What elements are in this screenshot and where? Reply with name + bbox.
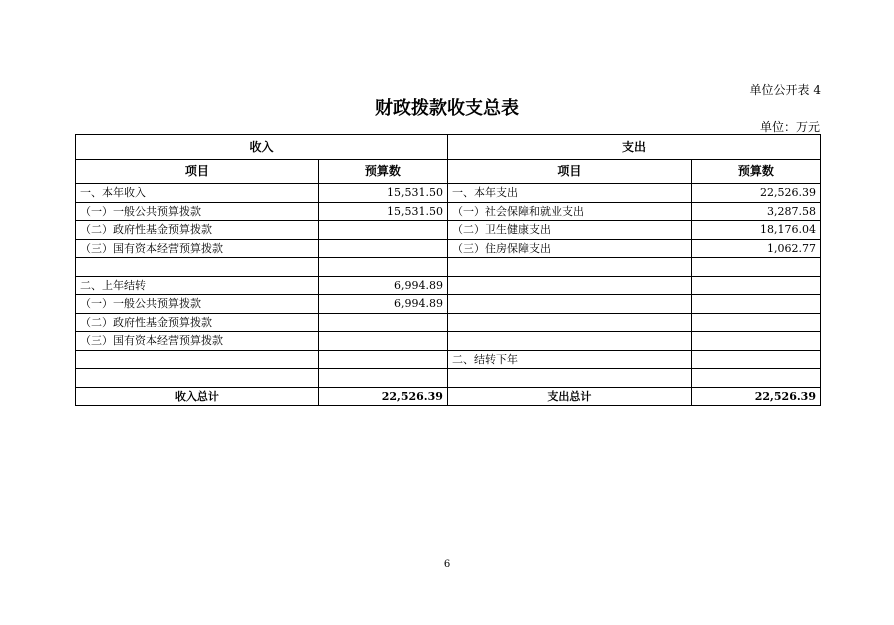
table-row <box>76 239 821 258</box>
expense-item-cell <box>447 258 691 277</box>
income-section-heading: 收入 <box>76 135 448 160</box>
table-row <box>76 369 821 388</box>
expense-item-cell <box>447 313 691 332</box>
expense-item-cell: 一、本年支出 <box>447 184 691 203</box>
page-number: 6 <box>443 559 451 570</box>
expense-item-cell <box>447 276 691 295</box>
expense-total-label: 支出总计 <box>447 387 691 405</box>
income-amount-cell <box>318 221 447 240</box>
expense-item-cell <box>447 369 691 388</box>
expense-item-column-header: 项目 <box>447 160 691 184</box>
income-item-cell <box>76 258 319 277</box>
table-row <box>76 221 821 240</box>
income-item-cell <box>76 369 319 388</box>
table-row <box>76 258 821 277</box>
table-number-label: 单位公开表 4 <box>749 83 821 97</box>
expense-amount-cell <box>691 332 820 351</box>
expense-amount-cell <box>691 258 820 277</box>
table-row <box>76 276 821 295</box>
expense-item-cell <box>447 295 691 314</box>
expense-amount-cell <box>691 295 820 314</box>
income-item-cell: 一、本年收入 <box>76 184 319 203</box>
income-amount-cell: 6,994.89 <box>318 276 447 295</box>
income-amount-cell: 6,994.89 <box>318 295 447 314</box>
table-row <box>76 202 821 221</box>
income-item-cell: （二）政府性基金预算拨款 <box>76 221 319 240</box>
document-title: 财政拨款收支总表 <box>375 98 519 119</box>
table-row <box>76 295 821 314</box>
table-row <box>76 350 821 369</box>
income-amount-cell <box>318 239 447 258</box>
expense-amount-cell: 22,526.39 <box>691 184 820 203</box>
expense-item-cell: （二）卫生健康支出 <box>447 221 691 240</box>
table-row <box>76 313 821 332</box>
income-amount-column-header: 预算数 <box>318 160 447 184</box>
expense-item-cell: （一）社会保障和就业支出 <box>447 202 691 221</box>
table-row <box>76 184 821 203</box>
income-amount-cell <box>318 350 447 369</box>
income-amount-cell: 15,531.50 <box>318 184 447 203</box>
expense-amount-cell <box>691 276 820 295</box>
expense-amount-cell: 3,287.58 <box>691 202 820 221</box>
income-amount-cell: 15,531.50 <box>318 202 447 221</box>
income-total-amount: 22,526.39 <box>318 387 447 405</box>
expense-amount-cell <box>691 313 820 332</box>
expense-amount-cell <box>691 369 820 388</box>
income-amount-cell <box>318 369 447 388</box>
expense-item-cell: 二、结转下年 <box>447 350 691 369</box>
section-header-row <box>76 135 821 160</box>
income-item-cell: （二）政府性基金预算拨款 <box>76 313 319 332</box>
total-row <box>76 387 821 405</box>
income-item-cell: （三）国有资本经营预算拨款 <box>76 332 319 351</box>
income-total-label: 收入总计 <box>76 387 319 405</box>
income-item-cell: （一）一般公共预算拨款 <box>76 295 319 314</box>
expense-amount-cell: 1,062.77 <box>691 239 820 258</box>
income-item-cell: 二、上年结转 <box>76 276 319 295</box>
column-header-row <box>76 160 821 184</box>
fiscal-summary-table <box>75 134 821 406</box>
expense-item-cell: （三）住房保障支出 <box>447 239 691 258</box>
income-item-cell <box>76 350 319 369</box>
income-amount-cell <box>318 332 447 351</box>
income-item-cell: （三）国有资本经营预算拨款 <box>76 239 319 258</box>
expense-amount-cell: 18,176.04 <box>691 221 820 240</box>
expense-item-cell <box>447 332 691 351</box>
expense-total-amount: 22,526.39 <box>691 387 820 405</box>
expense-section-heading: 支出 <box>447 135 820 160</box>
income-amount-cell <box>318 313 447 332</box>
income-item-column-header: 项目 <box>76 160 319 184</box>
expense-amount-column-header: 预算数 <box>691 160 820 184</box>
unit-label: 单位：万元 <box>759 120 820 134</box>
table-row <box>76 332 821 351</box>
expense-amount-cell <box>691 350 820 369</box>
income-item-cell: （一）一般公共预算拨款 <box>76 202 319 221</box>
income-amount-cell <box>318 258 447 277</box>
